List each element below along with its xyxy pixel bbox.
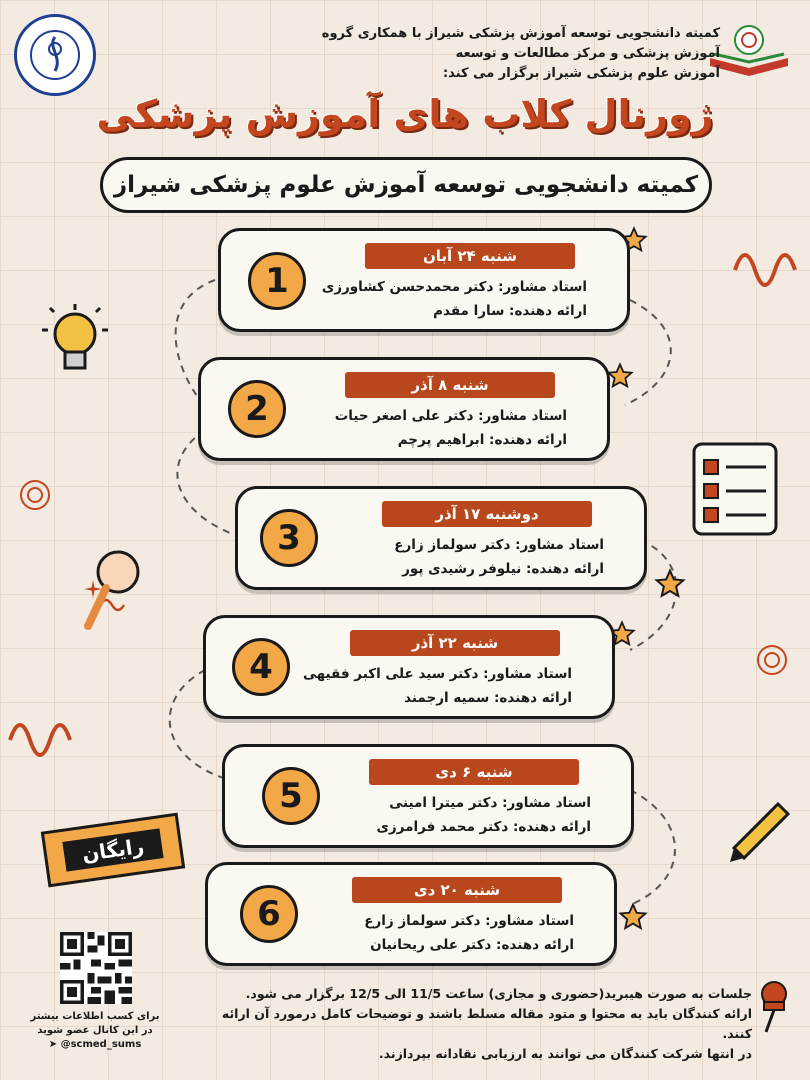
- footer-notes: [212, 984, 752, 1064]
- session-advisor: استاد مشاور: دکتر میترا امینی: [389, 795, 591, 811]
- qr-caption-line: در این کانال عضو شوید: [37, 1025, 153, 1036]
- lightbulb-icon: [40, 300, 110, 384]
- session-advisor: استاد مشاور: دکتر سولماز زارع: [394, 537, 604, 553]
- session-presenter: ارائه دهنده: سارا مقدم: [433, 303, 587, 319]
- telegram-icon: ➤: [48, 1039, 58, 1050]
- session-number: 6: [240, 885, 298, 943]
- star-icon: [654, 568, 686, 600]
- session-presenter: ارائه دهنده: دکتر محمد فرامرزی: [376, 819, 591, 835]
- subtitle-pill: کمیته دانشجویی توسعه آموزش علوم پزشکی شیراز: [100, 157, 712, 213]
- session-number: 5: [262, 767, 320, 825]
- session-presenter: ارائه دهنده: ابراهیم پرچم: [397, 432, 567, 448]
- star-icon: [606, 362, 634, 390]
- session-date: شنبه ۲۲ آذر: [350, 630, 560, 656]
- header-intro: [290, 24, 720, 84]
- footer-line: در انتها شرکت کنندگان می توانند به ارزیابی نقادانه بپردازند.: [378, 1046, 752, 1061]
- session-date: شنبه ۸ آذر: [345, 372, 555, 398]
- session-presenter: ارائه دهنده: سمیه ارجمند: [404, 690, 572, 706]
- header-line: کمیته دانشجویی توسعه آموزش پزشکی شیراز با همکاری گروه آموزش پزشکی و مرکز مطالعات و توسعه: [321, 26, 720, 61]
- session-date: شنبه ۲۰ دی: [352, 877, 562, 903]
- session-advisor: استاد مشاور: دکتر سید علی اکبر فقیهی: [302, 666, 572, 682]
- qr-code[interactable]: [60, 932, 132, 1004]
- session-number: 3: [260, 509, 318, 567]
- free-label: رایگان: [62, 828, 163, 871]
- session-advisor: استاد مشاور: دکتر محمدحسن کشاورزی: [321, 279, 587, 295]
- page-title: ژورنال کلاب های آموزش پزشکی: [96, 92, 714, 136]
- session-date: شنبه ۶ دی: [369, 759, 579, 785]
- session-advisor: استاد مشاور: دکتر سولماز زارع: [364, 913, 574, 929]
- telegram-handle[interactable]: ➤ @scmed_sums: [48, 1039, 142, 1050]
- session-number: 2: [228, 380, 286, 438]
- pencil-icon: [726, 800, 792, 866]
- session-presenter: ارائه دهنده: دکتر علی ریحانیان: [370, 937, 574, 953]
- checklist-icon: [690, 440, 782, 540]
- footer-line: جلسات به صورت هیبرید(حضوری و مجازی) ساعت 11/5 الی 12/5 برگزار می شود.: [245, 986, 752, 1001]
- qr-caption: [20, 1010, 170, 1052]
- qr-caption-line: برای کسب اطلاعات بیشتر: [30, 1011, 160, 1022]
- session-presenter: ارائه دهنده: نیلوفر رشیدی پور: [402, 561, 604, 577]
- header-line: آموزش علوم پزشکی شیراز برگزار می کند:: [442, 66, 720, 81]
- magnifier-icon: [80, 546, 146, 632]
- star-icon: [618, 902, 648, 932]
- session-number: 4: [232, 638, 290, 696]
- pushpin-icon: [748, 976, 798, 1036]
- university-logo: [14, 14, 96, 96]
- session-number: 1: [248, 252, 306, 310]
- footer-line: ارائه کنندگان باید به محتوا و متود مقاله مسلط باشند و توضیحات کامل درمورد آن ارائه کنند.: [221, 1006, 752, 1041]
- session-advisor: استاد مشاور: دکتر علی اصغر حیات: [334, 408, 567, 424]
- session-date: شنبه ۲۴ آبان: [365, 243, 575, 269]
- session-date: دوشنبه ۱۷ آذر: [382, 501, 592, 527]
